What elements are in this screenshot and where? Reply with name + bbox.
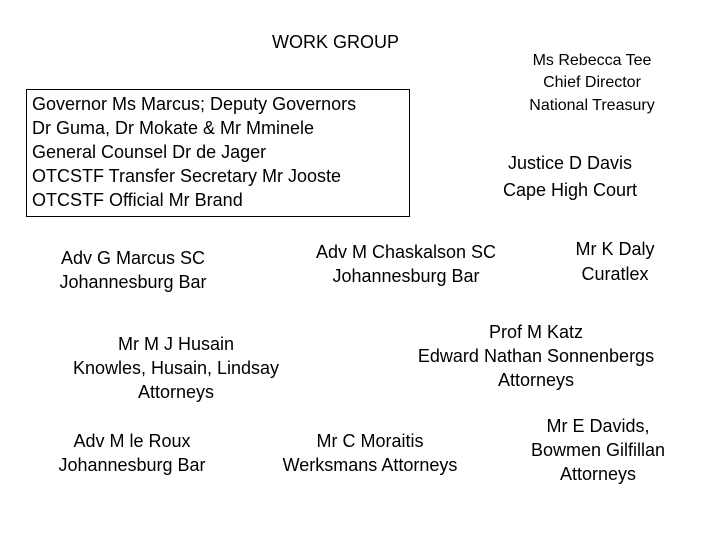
member-name: Mr M J Husain: [117, 334, 234, 354]
member-name: Prof M Katz: [488, 322, 584, 342]
governor-box-text: [32, 93, 356, 213]
member-name: Mr K Daly: [575, 239, 655, 259]
member-affiliation: Cape High Court: [502, 180, 638, 200]
member-affiliation: Edward Nathan Sonnenbergs: [417, 345, 655, 366]
governor-line: Dr Guma, Dr Mokate & Mr Mminele: [32, 117, 315, 138]
member-m-katz: [398, 321, 674, 393]
member-affiliation: Curatlex: [581, 264, 649, 285]
member-affiliation: National Treasury: [529, 96, 655, 114]
member-g-marcus: [40, 247, 226, 295]
member-m-le-roux: [42, 430, 222, 478]
member-affiliation: Werksmans Attorneys: [282, 454, 458, 475]
member-affiliation: Knowles, Husain, Lindsay: [72, 357, 280, 378]
member-d-davis: [490, 150, 650, 204]
governor-line: OTCSTF Transfer Secretary Mr Jooste: [32, 165, 342, 186]
member-e-davids: [518, 415, 678, 487]
member-name: Mr E Davids,: [546, 416, 650, 436]
member-affiliation: Bowmen Gilfillan: [530, 439, 666, 460]
member-name: Mr C Moraitis: [316, 431, 424, 451]
governor-line: OTCSTF Official Mr Brand: [32, 189, 243, 210]
member-name: Ms Rebecca Tee: [532, 52, 652, 69]
member-name: Adv M le Roux: [73, 431, 191, 451]
member-affiliation: Chief Director: [543, 74, 641, 92]
member-m-chaskalson: [298, 241, 514, 289]
member-affiliation: Attorneys: [559, 463, 637, 484]
member-name: Justice D Davis: [507, 153, 633, 173]
member-affiliation: Attorneys: [497, 369, 575, 390]
member-name: Adv M Chaskalson SC: [315, 242, 497, 262]
member-c-moraitis: [268, 430, 472, 478]
member-affiliation: Johannesburg Bar: [332, 265, 480, 286]
governor-line: General Counsel Dr de Jager: [32, 141, 267, 162]
member-affiliation: Attorneys: [137, 381, 215, 402]
member-mj-husain: [56, 333, 296, 405]
governor-line: Governor Ms Marcus; Deputy Governors: [32, 94, 357, 114]
member-name: Adv G Marcus SC: [60, 248, 206, 268]
member-affiliation: Johannesburg Bar: [59, 271, 207, 292]
member-affiliation: Johannesburg Bar: [58, 454, 206, 475]
member-k-daly: [560, 237, 670, 287]
page-title: WORK GROUP: [272, 32, 400, 52]
member-rebecca-tee: [512, 50, 672, 117]
